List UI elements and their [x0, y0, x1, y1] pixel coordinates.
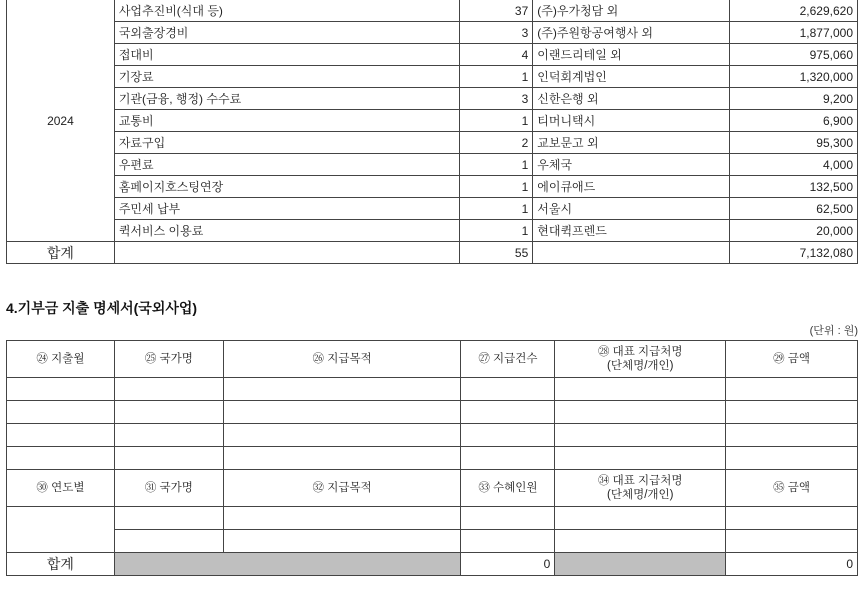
total-amount: 7,132,080 [730, 242, 858, 264]
vendor-cell: 교보문고 외 [533, 132, 730, 154]
column-header: ㉟ 금액 [726, 470, 858, 507]
empty-cell [461, 447, 555, 470]
total-gray [555, 553, 726, 576]
vendor-cell: (주)우가청담 외 [533, 0, 730, 22]
empty-cell [223, 530, 461, 553]
empty-cell [726, 424, 858, 447]
item-cell: 주민세 납부 [114, 198, 460, 220]
column-header: ㉗ 지급건수 [461, 341, 555, 378]
item-cell: 사업추진비(식대 등) [114, 0, 460, 22]
count-cell: 1 [460, 176, 533, 198]
unit-label: (단위 : 원) [809, 325, 858, 337]
amount-cell: 1,320,000 [730, 66, 858, 88]
table-row [7, 110, 858, 132]
count-cell: 1 [460, 110, 533, 132]
total-gray [114, 553, 461, 576]
empty-cell [7, 401, 115, 424]
empty-cell [7, 507, 115, 553]
vendor-cell: 서울시 [533, 198, 730, 220]
table-row [7, 401, 858, 424]
vendor-cell: 이랜드리테일 외 [533, 44, 730, 66]
total-empty [114, 242, 460, 264]
item-cell: 교통비 [114, 110, 460, 132]
table-row [7, 198, 858, 220]
table-row [7, 447, 858, 470]
column-header: ㉙ 금액 [726, 341, 858, 378]
vendor-cell: (주)주원항공여행사 외 [533, 22, 730, 44]
empty-cell [461, 507, 555, 530]
total-row [7, 242, 858, 264]
count-cell: 2 [460, 132, 533, 154]
table-row [7, 88, 858, 110]
empty-cell [555, 447, 726, 470]
header-row [7, 341, 858, 378]
empty-cell [114, 378, 223, 401]
item-cell: 홈페이지호스팅연장 [114, 176, 460, 198]
table-row [7, 220, 858, 242]
table-row [7, 424, 858, 447]
vendor-cell: 현대퀵프렌드 [533, 220, 730, 242]
empty-cell [223, 507, 461, 530]
count-cell: 1 [460, 154, 533, 176]
empty-cell [726, 447, 858, 470]
empty-cell [223, 401, 461, 424]
total-label: 합계 [7, 242, 115, 264]
table-row [7, 22, 858, 44]
amount-cell: 95,300 [730, 132, 858, 154]
section-title: 4.기부금 지출 명세서(국외사업) [6, 300, 198, 316]
column-header: ㉔ 지출월 [7, 341, 115, 378]
amount-cell: 6,900 [730, 110, 858, 132]
vendor-cell: 신한은행 외 [533, 88, 730, 110]
donation-table [6, 340, 858, 576]
total-row [7, 553, 858, 576]
amount-cell: 975,060 [730, 44, 858, 66]
table-row [7, 44, 858, 66]
total-label: 합계 [7, 553, 115, 576]
count-cell: 1 [460, 66, 533, 88]
empty-cell [114, 401, 223, 424]
empty-cell [7, 424, 115, 447]
empty-cell [114, 424, 223, 447]
empty-cell [7, 378, 115, 401]
empty-cell [555, 401, 726, 424]
empty-cell [555, 424, 726, 447]
count-cell: 1 [460, 198, 533, 220]
year-cell: 2024 [7, 0, 115, 242]
empty-cell [461, 530, 555, 553]
item-cell: 퀵서비스 이용료 [114, 220, 460, 242]
empty-cell [726, 507, 858, 530]
column-header: ㉖ 지급목적 [223, 341, 461, 378]
empty-cell [461, 378, 555, 401]
count-cell: 3 [460, 88, 533, 110]
table-row [7, 132, 858, 154]
empty-cell [114, 447, 223, 470]
empty-cell [223, 424, 461, 447]
table-row [7, 154, 858, 176]
empty-cell [726, 401, 858, 424]
empty-cell [461, 401, 555, 424]
count-cell: 1 [460, 220, 533, 242]
vendor-cell: 인덕회계법인 [533, 66, 730, 88]
count-cell: 3 [460, 22, 533, 44]
amount-cell: 9,200 [730, 88, 858, 110]
amount-cell: 62,500 [730, 198, 858, 220]
amount-cell: 20,000 [730, 220, 858, 242]
empty-cell [461, 424, 555, 447]
table-row [7, 0, 858, 22]
empty-cell [555, 507, 726, 530]
column-header: ㉘ 대표 지급처명 (단체명/개인) [555, 341, 726, 378]
empty-cell [223, 378, 461, 401]
empty-cell [114, 530, 223, 553]
amount-cell: 2,629,620 [730, 0, 858, 22]
empty-cell [555, 378, 726, 401]
table-row [7, 378, 858, 401]
vendor-cell: 에이큐애드 [533, 176, 730, 198]
table-row [7, 530, 858, 553]
vendor-cell: 우체국 [533, 154, 730, 176]
column-header: ㉕ 국가명 [114, 341, 223, 378]
table-row [7, 176, 858, 198]
item-cell: 기장료 [114, 66, 460, 88]
column-header: ㉜ 지급목적 [223, 470, 461, 507]
expense-table [6, 0, 858, 264]
total-count: 55 [460, 242, 533, 264]
total-empty [533, 242, 730, 264]
empty-cell [223, 447, 461, 470]
count-cell: 37 [460, 0, 533, 22]
column-header: ㉝ 수혜인원 [461, 470, 555, 507]
column-header: ㉞ 대표 지급처명 (단체명/개인) [555, 470, 726, 507]
vendor-cell: 티머니택시 [533, 110, 730, 132]
item-cell: 접대비 [114, 44, 460, 66]
amount-cell: 132,500 [730, 176, 858, 198]
item-cell: 자료구입 [114, 132, 460, 154]
amount-cell: 4,000 [730, 154, 858, 176]
count-cell: 4 [460, 44, 533, 66]
empty-cell [7, 447, 115, 470]
total-amount: 0 [726, 553, 858, 576]
table-row [7, 66, 858, 88]
amount-cell: 1,877,000 [730, 22, 858, 44]
empty-cell [555, 530, 726, 553]
header-row [7, 470, 858, 507]
item-cell: 국외출장경비 [114, 22, 460, 44]
empty-cell [726, 530, 858, 553]
column-header: ㉛ 국가명 [114, 470, 223, 507]
empty-cell [726, 378, 858, 401]
total-count: 0 [461, 553, 555, 576]
item-cell: 기관(금융, 행정) 수수료 [114, 88, 460, 110]
column-header: ㉚ 연도별 [7, 470, 115, 507]
item-cell: 우편료 [114, 154, 460, 176]
empty-cell [114, 507, 223, 530]
table-row [7, 507, 858, 530]
